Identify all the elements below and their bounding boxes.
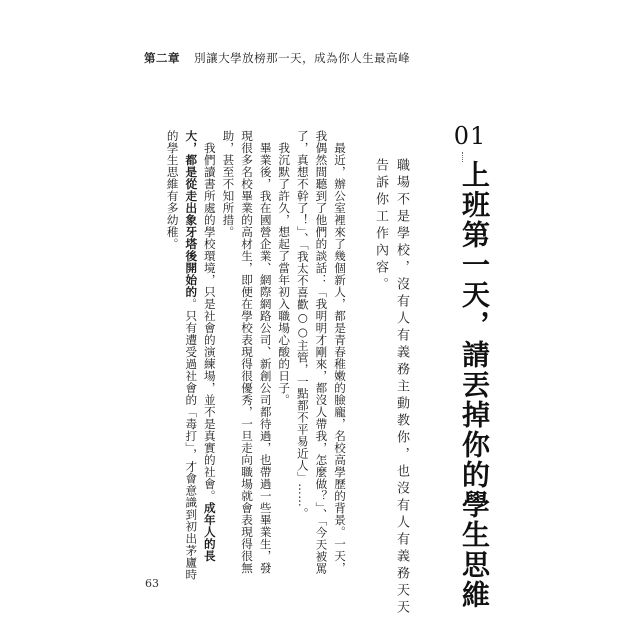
chapter-title: 別讓大學放榜那一天，成為你人生最高峰 — [194, 51, 411, 65]
body-text — [143, 130, 349, 585]
paragraph-text: 我們讀書所處的學校環境，只是社會的演練場，並不是真實的社會。 — [202, 141, 217, 502]
running-head — [144, 50, 410, 66]
body-paragraph — [163, 130, 219, 585]
page-number: 63 — [145, 577, 159, 590]
body-paragraph — [275, 130, 294, 585]
paragraph-text: 。只有遭受過社會的「毒打」，才會意識到初出茅廬時的學生思維有多幼稚。 — [165, 130, 199, 581]
paragraph-text: 最近，辦公室裡來了幾個新人，都是青春稚嫩的臉龐，名校高學歷的背景。一天，我偶然間聽到了他們的談話：「我明明才剛來，都沒人帶我，怎麼做？」、「今天被罵了，真想不幹了！」、「我太不喜歡○○主管，一點都不平易近人」……。 — [295, 130, 347, 575]
section-number: 01 — [453, 122, 487, 150]
paragraph-text: 畢業後，我在國營企業、網際網路公司、新創公司都待過，也帶過一些畢業生，發現很多名校畢業的高材生，即便在學校表現得很優秀，一旦走向職場就會表現得很無助，甚至不知所措。 — [221, 130, 273, 574]
body-paragraph — [219, 130, 275, 585]
paragraph-text: 我沉默了許久，想起了當年初入職場心酸的日子。 — [277, 141, 292, 406]
body-paragraph — [293, 130, 349, 585]
chapter-label: 第二章 — [144, 51, 180, 65]
section-epigraph: 職場不是學校，沒有人有義務主動教你，也沒有人有義務天天告訴你工作內容。 — [373, 158, 409, 617]
emphasis-text: 成年人的長大，都是從走出象牙塔後開始的 — [184, 130, 217, 562]
section-title: 上班第一天，請丟掉你的學生思維 — [458, 160, 491, 610]
